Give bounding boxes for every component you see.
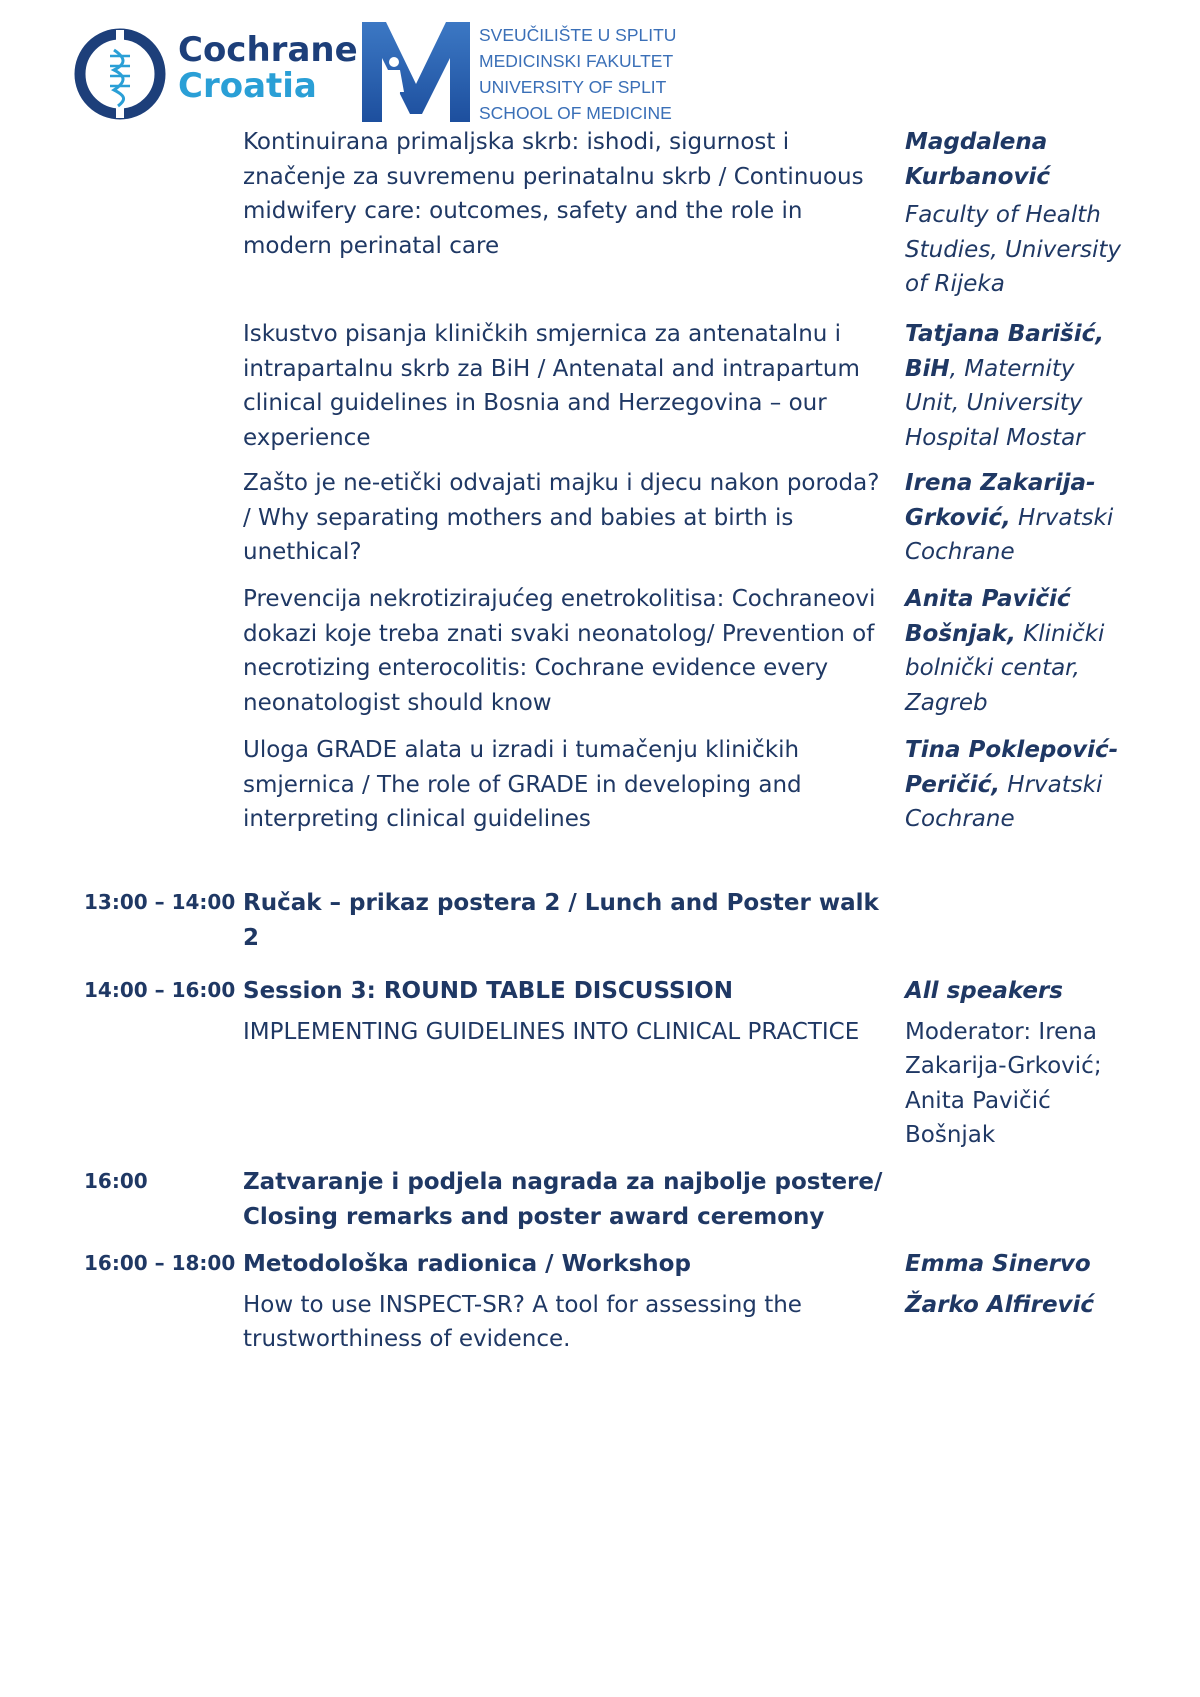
speaker-affiliation: Hrvatski Cochrane bbox=[905, 771, 1103, 832]
mf-line-1: SVEUČILIŠTE U SPLITU bbox=[479, 25, 677, 45]
mf-line-3: UNIVERSITY OF SPLIT bbox=[479, 77, 667, 97]
agenda-time: 16:00 bbox=[84, 1169, 148, 1193]
cochrane-region: Croatia bbox=[178, 66, 317, 106]
session-subtitle: IMPLEMENTING GUIDELINES INTO CLINICAL PRACTICE bbox=[243, 1018, 860, 1045]
speaker-name: Anita Pavičić Bošnjak, bbox=[905, 586, 1071, 647]
session-title: Session 3: ROUND TABLE DISCUSSION bbox=[243, 978, 733, 1004]
workshop-title: Metodološka radionica / Workshop bbox=[243, 1251, 691, 1277]
cochrane-wordmark bbox=[178, 32, 358, 104]
speakers-label: All speakers bbox=[905, 978, 1063, 1004]
speaker-affiliation: , Maternity Unit, University Hospital Mostar bbox=[905, 355, 1085, 451]
speaker-name: Irena Zakarija-Grković, bbox=[905, 470, 1096, 531]
agenda-time: 16:00 – 18:00 bbox=[84, 1251, 236, 1275]
cochrane-logo-icon bbox=[74, 28, 166, 120]
speaker-name: Tina Poklepović-Peričić, bbox=[905, 737, 1119, 798]
talk-title: Prevencija nekrotizirajućeg enetrokolitisa: Cochraneovi dokazi koje treba znati svaki neonatolog/ Prevention of necrotizing enterocolitis: Cochrane evidence every neonatologist should know bbox=[243, 586, 876, 716]
talk-speaker bbox=[905, 582, 1135, 720]
speaker-name: Emma Sinervo bbox=[905, 1251, 1091, 1277]
cochrane-name: Cochrane bbox=[178, 30, 358, 70]
speaker-affiliation: Faculty of Health Studies, University of Rijeka bbox=[905, 202, 1121, 297]
talk-title: Kontinuirana primaljska skrb: ishodi, sigurnost i značenje za suvremenu perinatalnu skrb / Continuous midwifery care: outcomes, safety and the role in modern perinatal care bbox=[243, 129, 864, 259]
medical-faculty-logo-icon bbox=[362, 22, 470, 122]
speaker-name: Žarko Alfirević bbox=[905, 1291, 1095, 1318]
agenda-title: Zatvaranje i podjela nagrada za najbolje postere/ Closing remarks and poster award ceremony bbox=[243, 1169, 883, 1230]
speaker-affiliation: Hrvatski Cochrane bbox=[905, 504, 1114, 565]
talk-title: Uloga GRADE alata u izradi i tumačenju kliničkih smjernica / The role of GRADE in developing and interpreting clinical guidelines bbox=[243, 737, 802, 832]
workshop-speakers bbox=[905, 1247, 1135, 1322]
mf-line-4: SCHOOL OF MEDICINE bbox=[479, 103, 672, 123]
medical-faculty-name bbox=[479, 22, 676, 126]
speaker-affiliation: Klinički bolnički centar, Zagreb bbox=[905, 620, 1105, 716]
talk-speaker bbox=[905, 466, 1135, 570]
agenda-title bbox=[243, 1247, 883, 1357]
talk-title: Zašto je ne-etički odvajati majku i djecu nakon poroda? / Why separating mothers and babies at birth is unethical? bbox=[243, 470, 880, 565]
session-speakers bbox=[905, 974, 1135, 1153]
talk-title: Iskustvo pisanja kliničkih smjernica za antenatalnu i intrapartalnu skrb za BiH / Antenatal and intrapartum clinical guidelines in Bosnia and Herzegovina – our experience bbox=[243, 321, 860, 451]
speaker-name: Magdalena Kurbanović bbox=[905, 129, 1050, 190]
agenda-title bbox=[243, 974, 883, 1049]
agenda-title: Ručak – prikaz postera 2 / Lunch and Poster walk 2 bbox=[243, 890, 879, 951]
talk-speaker bbox=[905, 125, 1135, 302]
talk-speaker bbox=[905, 317, 1135, 455]
moderator-text: Moderator: Irena Zakarija-Grković; Anita Pavičić Bošnjak bbox=[905, 1018, 1102, 1148]
page-header bbox=[74, 22, 694, 122]
agenda-time: 14:00 – 16:00 bbox=[84, 978, 236, 1002]
talk-speaker bbox=[905, 733, 1135, 837]
agenda-time: 13:00 – 14:00 bbox=[84, 890, 236, 914]
workshop-description: How to use INSPECT-SR? A tool for assessing the trustworthiness of evidence. bbox=[243, 1291, 802, 1352]
mf-line-2: MEDICINSKI FAKULTET bbox=[479, 51, 674, 71]
speaker-name: Tatjana Barišić, BiH bbox=[905, 321, 1105, 382]
